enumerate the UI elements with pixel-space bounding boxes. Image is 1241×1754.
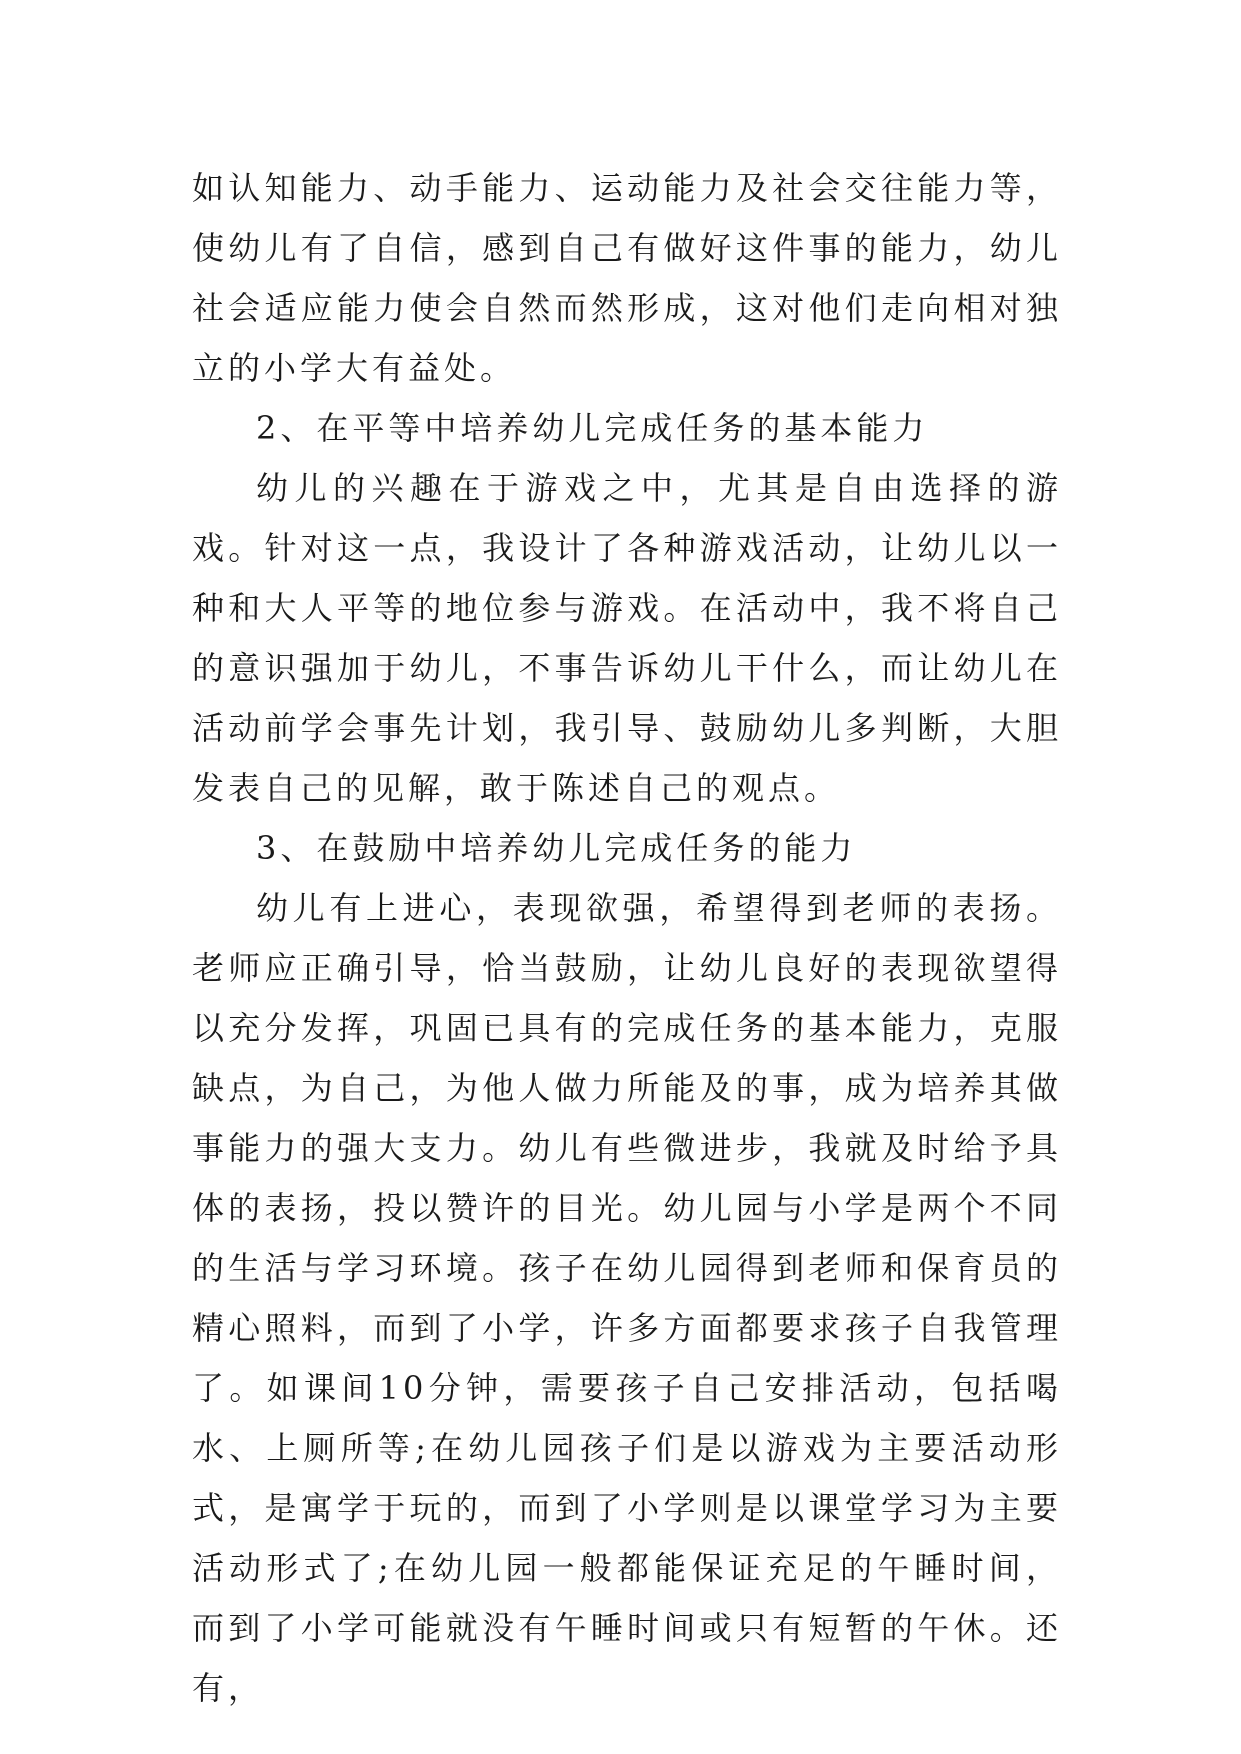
section-heading-3: 3、在鼓励中培养幼儿完成任务的能力 bbox=[256, 829, 857, 867]
body-text bbox=[192, 158, 1062, 1718]
paragraph-continuation: 如认知能力、动手能力、运动能力及社会交往能力等，使幼儿有了自信，感到自己有做好这件事的能力，幼儿社会适应能力使会自然而然形成，这对他们走向相对独立的小学大有益处。 bbox=[192, 169, 1062, 387]
paragraph-encouragement: 幼儿有上进心，表现欲强，希望得到老师的表扬。老师应正确引导，恰当鼓励，让幼儿良好的表现欲望得以充分发挥，巩固已具有的完成任务的基本能力，克服缺点，为自己，为他人做力所能及的事，成为培养其做事能力的强大支力。幼儿有些微进步，我就及时给予具体的表扬，投以赞许的目光。幼儿园与小学是两个不同的生活与学习环境。孩子在幼儿园得到老师和保育员的精心照料，而到了小学，许多方面都要求孩子自我管理了。如课间10分钟，需要孩子自己安排活动，包括喝水、上厕所等;在幼儿园孩子们是以游戏为主要活动形式，是寓学于玩的，而到了小学则是以课堂学习为主要活动形式了;在幼儿园一般都能保证充足的午睡时间，而到了小学可能就没有午睡时间或只有短暂的午休。还有， bbox=[192, 889, 1062, 1707]
section-heading-2: 2、在平等中培养幼儿完成任务的基本能力 bbox=[256, 409, 929, 447]
paragraph-equality: 幼儿的兴趣在于游戏之中，尤其是自由选择的游戏。针对这一点，我设计了各种游戏活动，让幼儿以一种和大人平等的地位参与游戏。在活动中，我不将自己的意识强加于幼儿，不事告诉幼儿干什么，而让幼儿在活动前学会事先计划，我引导、鼓励幼儿多判断，大胆发表自己的见解，敢于陈述自己的观点。 bbox=[192, 469, 1062, 807]
